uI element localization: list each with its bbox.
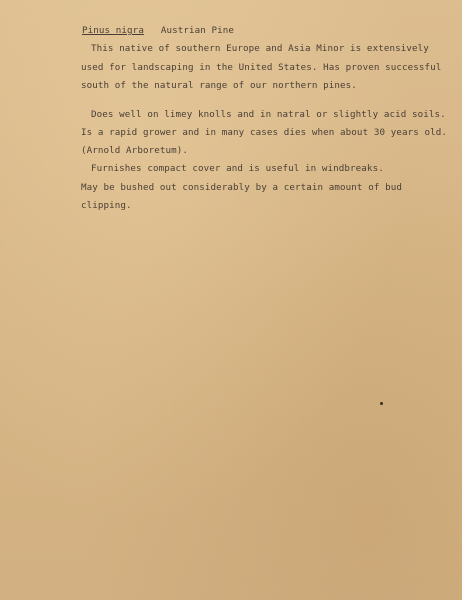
common-name: Austrian Pine [160,25,235,36]
paragraph-4-line-2: clipping. [81,200,132,211]
latin-name: Pinus nigra [82,25,144,36]
paragraph-4-line-1: May be bushed out considerably by a certain amount of bud [81,182,402,193]
paragraph-1-line-3: south of the natural range of our northern pines. [81,80,357,91]
paragraph-2-line-1: Does well on limey knolls and in natral or slightly acid soils. [91,109,446,120]
paragraph-3-line-1: Furnishes compact cover and is useful in windbreaks. [91,163,384,174]
heading [82,25,234,36]
paragraph-2-line-3: (Arnold Arboretum). [81,145,188,156]
paragraph-1-line-2: used for landscaping in the United States. Has proven successful [81,62,442,73]
ink-speck [380,402,383,405]
paragraph-1-line-1: This native of southern Europe and Asia Minor is extensively [91,43,429,54]
paragraph-2-line-2: Is a rapid grower and in many cases dies when about 30 years old. [81,127,448,138]
